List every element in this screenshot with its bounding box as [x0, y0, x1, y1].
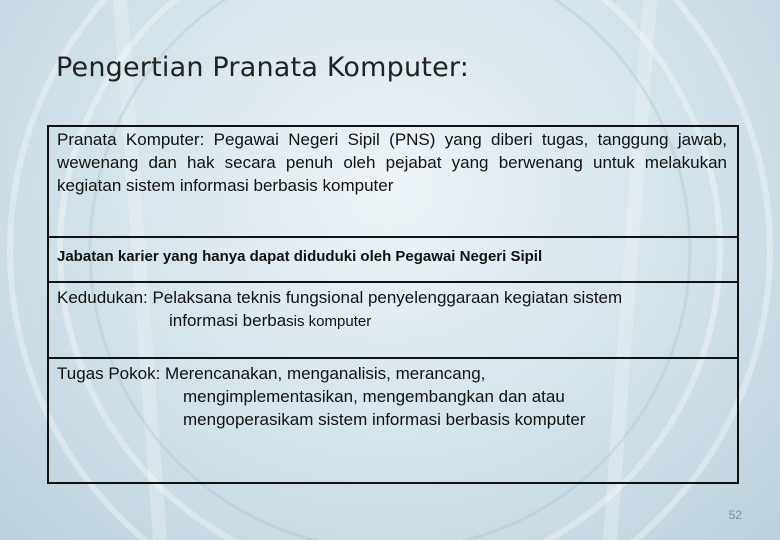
kedudukan-row — [49, 281, 737, 357]
tugas-line-1: Tugas Pokok: Merencanakan, menganalisis, merancang, — [57, 364, 486, 383]
definition-row — [49, 127, 737, 236]
tugas-row — [49, 357, 737, 484]
kedudukan-line-2a: informasi berba — [169, 310, 287, 330]
kedudukan-text — [57, 287, 737, 333]
kedudukan-line-2b: sis komputer — [286, 312, 372, 330]
page-number: 52 — [728, 508, 742, 522]
kedudukan-line-2 — [57, 310, 737, 333]
kedudukan-line-1: Kedudukan: Pelaksana teknis fungsional penyelenggaraan kegiatan sistem — [57, 288, 623, 307]
tugas-text — [57, 363, 737, 432]
content-table — [47, 125, 739, 484]
definition-text: Pranata Komputer: Pegawai Negeri Sipil (PNS) yang diberi tugas, tanggung jawab, wewenang dan hak secara penuh oleh pejabat yang berwenang untuk melakukan kegiatan sistem informasi berbasis komputer — [57, 130, 727, 195]
tugas-line-2: mengimplementasikan, mengembangkan dan atau — [183, 386, 565, 406]
slide-title: Pengertian Pranata Komputer: — [56, 52, 469, 83]
jabatan-text: Jabatan karier yang hanya dapat diduduki oleh Pegawai Negeri Sipil — [57, 248, 543, 265]
jabatan-row — [49, 236, 737, 281]
tugas-line-3: mengoperasikam sistem informasi berbasis komputer — [183, 409, 586, 429]
